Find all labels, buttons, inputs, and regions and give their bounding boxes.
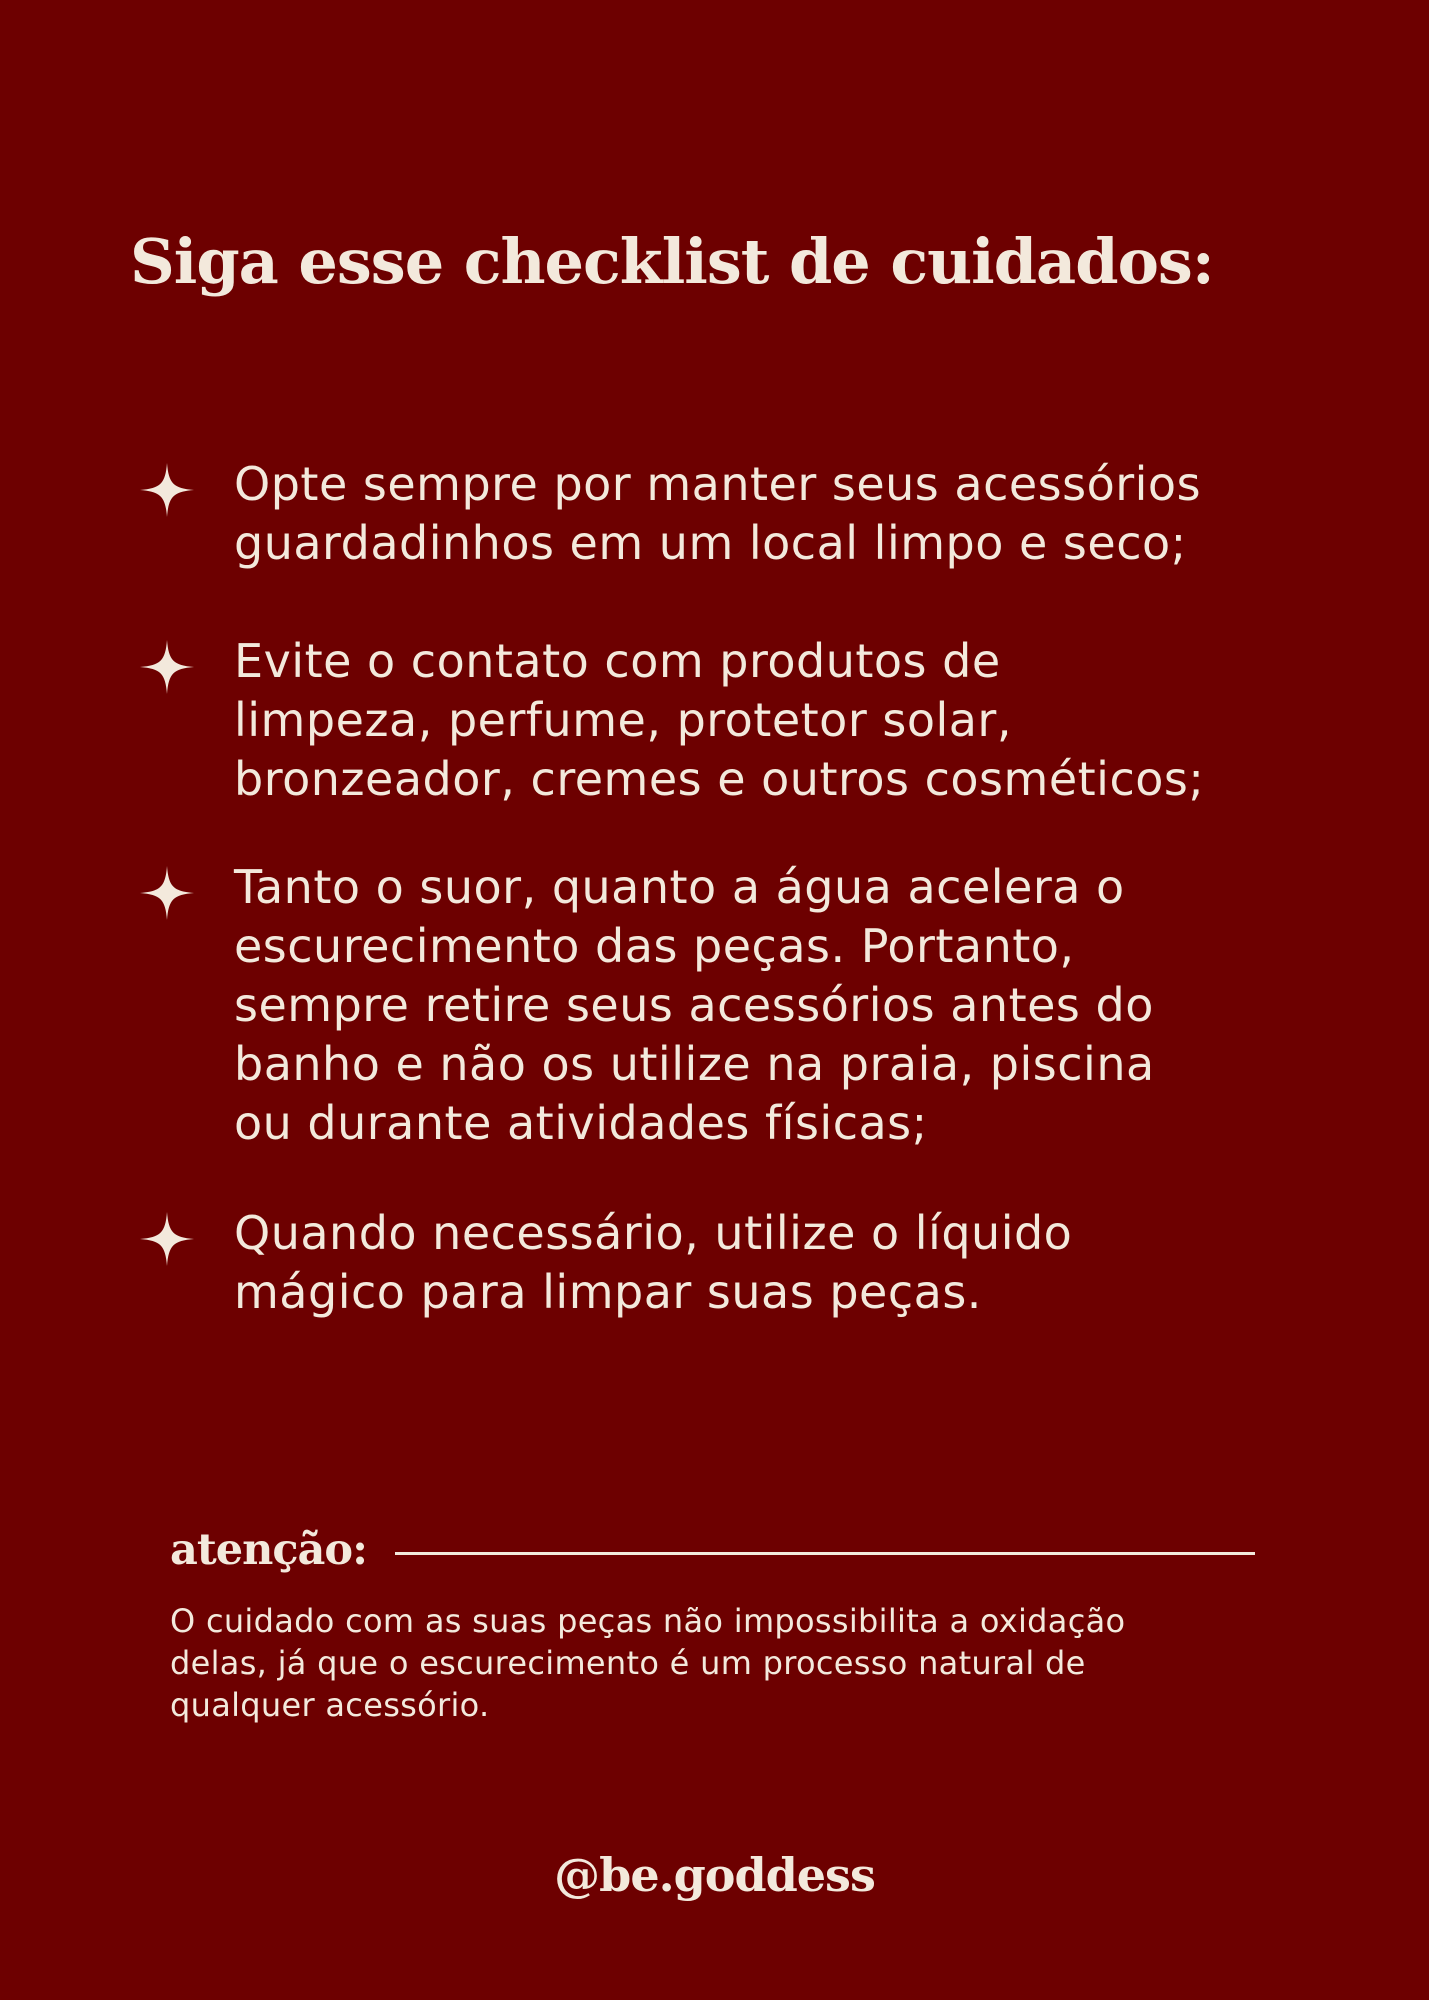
page-title: Siga esse checklist de cuidados: [130, 225, 1214, 298]
brand-handle: @be.goddess [554, 1848, 875, 1902]
divider-line [395, 1552, 1255, 1555]
sparkle-icon [140, 1212, 194, 1266]
sparkle-icon [140, 463, 194, 517]
attention-note: O cuidado com as suas peças não impossibilita a oxidação delas, já que o escurecimento é um processo natural de qualquer acessório. [170, 1602, 1126, 1724]
checklist-item-text: Tanto o suor, quanto a água acelera o escurecimento das peças. Portanto, sempre retire seus acessórios antes do banho e não os utilize na praia, piscina ou durante atividades físicas; [234, 860, 1155, 1150]
attention-header [170, 1520, 1255, 1580]
checklist-item-text: Opte sempre por manter seus acessórios guardadinhos em um local limpo e seco; [234, 457, 1202, 570]
attention-label: atenção: [170, 1525, 367, 1575]
checklist-item-text: Evite o contato com produtos de limpeza, perfume, protetor solar, bronzeador, cremes e outros cosméticos; [234, 634, 1205, 806]
sparkle-icon [140, 640, 194, 694]
checklist-item-text: Quando necessário, utilize o líquido mágico para limpar suas peças. [234, 1206, 1073, 1319]
sparkle-icon [140, 866, 194, 920]
